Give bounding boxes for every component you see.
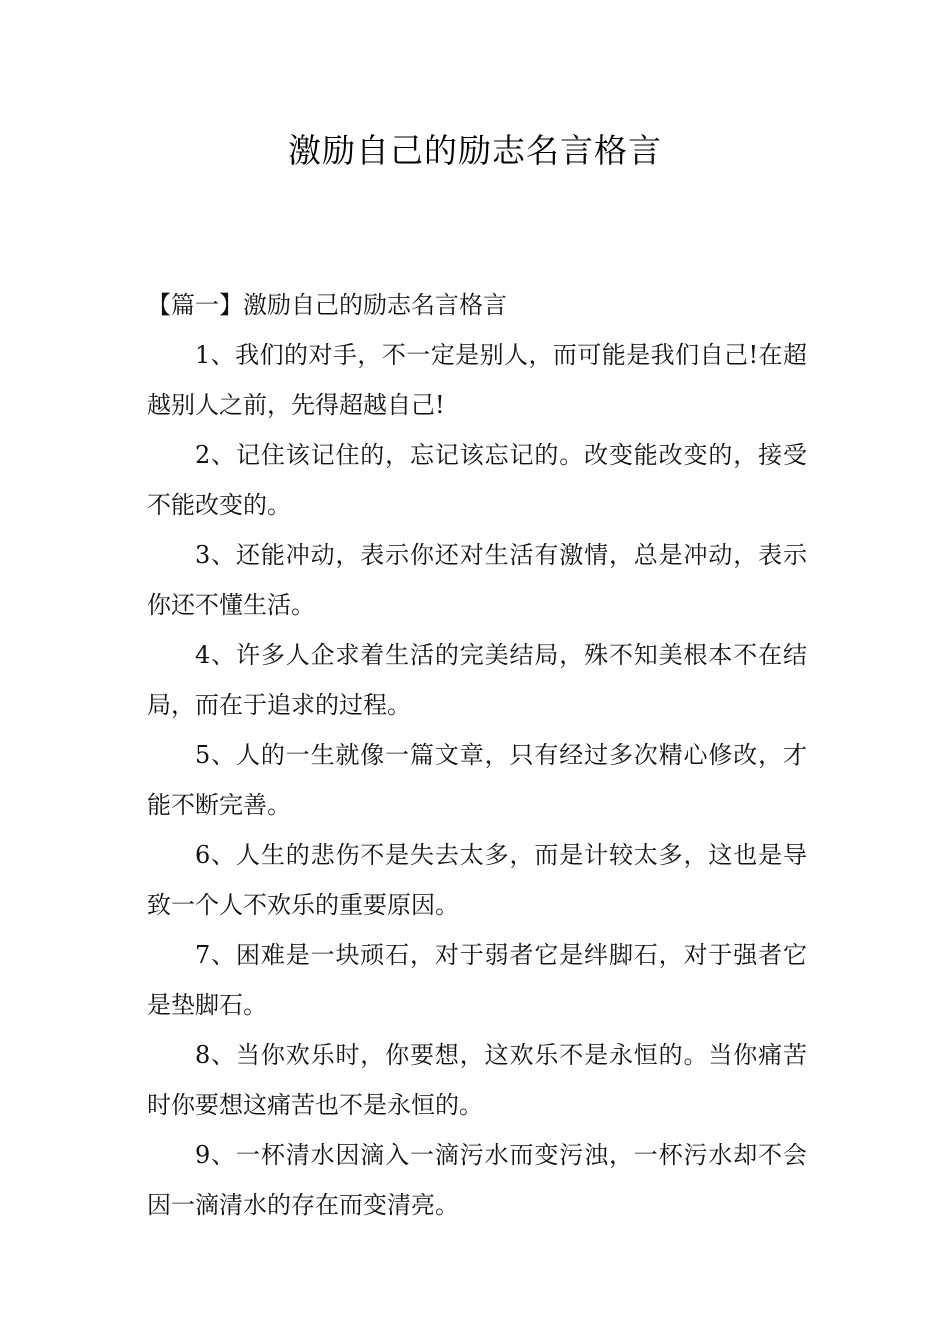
quote-paragraph-1: 1、我们的对手，不一定是别人，而可能是我们自己!在超越别人之前，先得超越自己! [147,341,807,419]
quote-paragraph-7: 7、困难是一块顽石，对于弱者它是绊脚石，对于强者它是垫脚石。 [147,941,807,1019]
document-body [147,280,807,1230]
quote-paragraph-4: 4、许多人企求着生活的完美结局，殊不知美根本不在结局，而在于追求的过程。 [147,641,807,719]
quote-paragraph-8: 8、当你欢乐时，你要想，这欢乐不是永恒的。当你痛苦时你要想这痛苦也不是永恒的。 [147,1041,807,1119]
quote-paragraph-3: 3、还能冲动，表示你还对生活有激情，总是冲动，表示你还不懂生活。 [147,541,807,619]
quote-paragraph-9: 9、一杯清水因滴入一滴污水而变污浊，一杯污水却不会因一滴清水的存在而变清亮。 [147,1141,807,1219]
quote-paragraph-2: 2、记住该记住的，忘记该忘记的。改变能改变的，接受不能改变的。 [147,441,807,519]
document-title: 激励自己的励志名言格言 [288,131,662,170]
section-heading: 【篇一】激励自己的励志名言格言 [147,291,507,319]
quote-paragraph-6: 6、人生的悲伤不是失去太多，而是计较太多，这也是导致一个人不欢乐的重要原因。 [147,841,807,919]
quote-paragraph-5: 5、人的一生就像一篇文章，只有经过多次精心修改，才能不断完善。 [147,741,807,819]
